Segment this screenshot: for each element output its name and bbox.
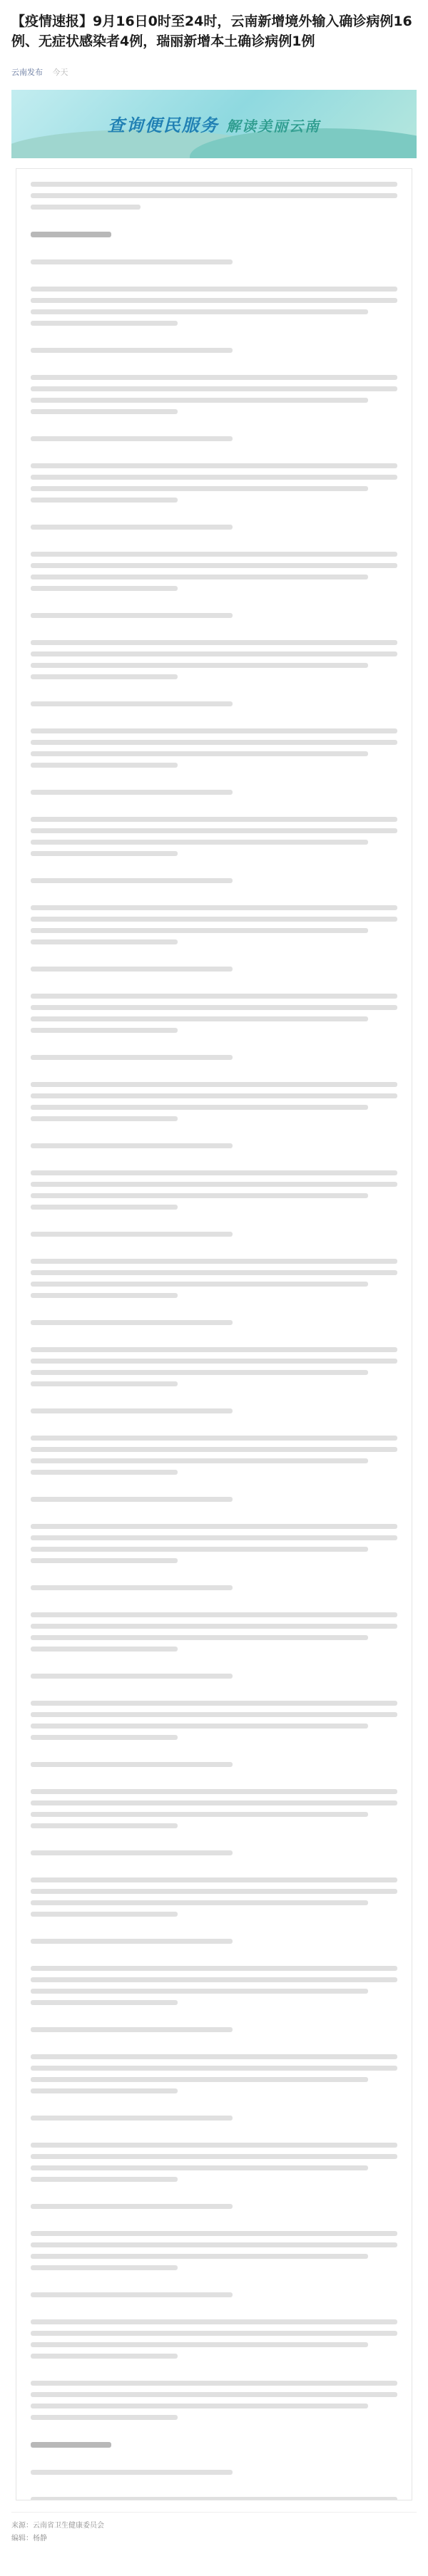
illegible-text-line [31, 1701, 397, 1706]
illegible-text-line [31, 640, 397, 645]
illegible-text-line [31, 1359, 397, 1364]
illegible-text-line [31, 1193, 368, 1198]
illegible-text-line [31, 1585, 233, 1590]
illegible-text-line [31, 2143, 397, 2148]
illegible-text-line [31, 1524, 397, 1529]
illegible-text-line [31, 2116, 233, 2121]
illegible-text-line [31, 1082, 397, 1087]
illegible-text-line [31, 1877, 397, 1882]
illegible-text-line [31, 2342, 368, 2347]
illegible-text-line [31, 2497, 397, 2500]
illegible-text-line [31, 967, 233, 972]
illegible-text-line [31, 1055, 233, 1060]
illegible-text-line [31, 498, 178, 503]
illegible-text-line [31, 701, 233, 706]
illegible-text-line [31, 994, 397, 999]
article-author-link[interactable]: 云南发布 [11, 68, 43, 77]
illegible-text-line [31, 386, 397, 391]
illegible-text-line [31, 1812, 368, 1817]
illegible-text-line [31, 1347, 397, 1352]
illegible-text-line [31, 1989, 368, 1994]
illegible-text-line [31, 2088, 178, 2093]
illegible-text-line [31, 840, 368, 845]
illegible-text-line [31, 2165, 368, 2170]
illegible-text-line [31, 613, 233, 618]
illegible-text-line [31, 1624, 397, 1629]
illegible-text-line [31, 1497, 233, 1502]
illegible-text-line [31, 1558, 178, 1563]
illegible-text-line [31, 1939, 233, 1944]
article-meta [11, 67, 68, 78]
illegible-text-line [31, 398, 368, 403]
illegible-text-line [31, 2066, 397, 2071]
illegible-text-line [31, 563, 397, 568]
illegible-text-line [31, 321, 178, 326]
illegible-text-line [31, 287, 397, 292]
illegible-text-line [31, 1762, 233, 1767]
illegible-text-line [31, 2254, 368, 2259]
illegible-text-line [31, 878, 233, 883]
illegible-text-line [31, 740, 397, 745]
illegible-text-line [31, 1105, 368, 1110]
illegible-text-line [31, 928, 368, 933]
illegible-text-line [31, 1436, 397, 1441]
illegible-text-line [31, 2292, 233, 2297]
banner-slogan-main: 查询便民服务 [107, 115, 219, 135]
illegible-text-line [31, 409, 178, 414]
illegible-text-line [31, 436, 233, 441]
illegible-section-heading [31, 232, 111, 237]
illegible-text-line [31, 375, 397, 380]
illegible-text-line [31, 552, 397, 557]
illegible-text-line [31, 939, 178, 944]
illegible-text-line [31, 828, 397, 833]
illegible-text-line [31, 2354, 178, 2359]
illegible-text-line [31, 1016, 368, 1021]
illegible-text-line [31, 2154, 397, 2159]
illegible-text-line [31, 2000, 178, 2005]
illegible-text-line [31, 2242, 397, 2247]
illegible-text-line [31, 182, 397, 187]
illegible-text-line [31, 2319, 397, 2324]
illegible-text-line [31, 1182, 397, 1187]
illegible-text-line [31, 1205, 178, 1210]
illegible-text-line [31, 1735, 178, 1740]
illegible-text-line [31, 2404, 368, 2408]
illegible-text-line [31, 1320, 233, 1325]
illegible-text-line [31, 1547, 368, 1552]
illegible-text-line [31, 1447, 397, 1452]
illegible-text-line [31, 674, 178, 679]
illegible-text-line [31, 1143, 233, 1148]
illegible-text-line [31, 463, 397, 468]
banner-slogan [11, 111, 417, 136]
illegible-text-line [31, 1674, 233, 1679]
illegible-text-line [31, 1005, 397, 1010]
article-body [16, 168, 412, 2500]
illegible-text-line [31, 1381, 178, 1386]
illegible-text-line [31, 1635, 368, 1640]
illegible-text-line [31, 1028, 178, 1033]
illegible-text-line [31, 905, 397, 910]
illegible-text-line [31, 486, 368, 491]
illegible-text-line [31, 1282, 368, 1287]
illegible-text-line [31, 1647, 178, 1652]
article-date: 今天 [52, 68, 68, 77]
illegible-text-line [31, 2392, 397, 2397]
illegible-text-line [31, 1850, 233, 1855]
illegible-text-line [31, 1900, 368, 1905]
illegible-text-line [31, 575, 368, 579]
illegible-text-line [31, 1535, 397, 1540]
illegible-text-line [31, 1370, 368, 1375]
illegible-text-line [31, 2054, 397, 2059]
illegible-text-line [31, 259, 233, 264]
illegible-section-heading [31, 2442, 111, 2448]
illegible-text-line [31, 2077, 368, 2082]
illegible-text-line [31, 1712, 397, 1717]
illegible-text-line [31, 2231, 397, 2236]
illegible-text-line [31, 2470, 233, 2475]
footer-source: 来源：云南省卫生健康委员会 [11, 2522, 104, 2530]
illegible-text-line [31, 1232, 233, 1237]
illegible-text-line [31, 193, 397, 198]
illegible-text-line [31, 2331, 397, 2336]
illegible-text-line [31, 663, 368, 668]
illegible-text-line [31, 1170, 397, 1175]
illegible-text-line [31, 1977, 397, 1982]
illegible-text-line [31, 1789, 397, 1794]
illegible-text-line [31, 1408, 233, 1413]
illegible-text-line [31, 1093, 397, 1098]
illegible-text-line [31, 298, 397, 303]
illegible-text-line [31, 2027, 233, 2032]
illegible-text-line [31, 475, 397, 480]
illegible-text-line [31, 728, 397, 733]
illegible-text-line [31, 1458, 368, 1463]
illegible-text-line [31, 851, 178, 856]
illegible-text-line [31, 1116, 178, 1121]
illegible-text-line [31, 751, 368, 756]
illegible-text-line [31, 651, 397, 656]
illegible-text-line [31, 1823, 178, 1828]
illegible-text-line [31, 817, 397, 822]
illegible-text-line [31, 348, 233, 353]
illegible-text-line [31, 1270, 397, 1275]
illegible-text-line [31, 1800, 397, 1805]
illegible-text-line [31, 309, 368, 314]
illegible-text-line [31, 2204, 233, 2209]
illegible-text-line [31, 2177, 178, 2182]
illegible-text-line [31, 1612, 397, 1617]
illegible-text-line [31, 2415, 178, 2420]
illegible-text-line [31, 1259, 397, 1264]
illegible-text-line [31, 1293, 178, 1298]
illegible-text-line [31, 1724, 368, 1729]
illegible-text-line [31, 1912, 178, 1917]
illegible-text-line [31, 2265, 178, 2270]
illegible-text-line [31, 790, 233, 795]
illegible-text-line [31, 525, 233, 530]
illegible-text-line [31, 205, 141, 210]
illegible-text-line [31, 1470, 178, 1475]
illegible-text-line [31, 1889, 397, 1894]
illegible-text-line [31, 763, 178, 768]
article-footer [11, 2512, 417, 2545]
footer-editor: 编辑：杨静 [11, 2535, 47, 2542]
banner-slogan-sub: 解读美丽云南 [226, 118, 321, 135]
illegible-text-line [31, 2381, 397, 2386]
banner-image [11, 90, 417, 158]
illegible-text-line [31, 917, 397, 922]
illegible-text-line [31, 1966, 397, 1971]
article-title: 【疫情速报】9月16日0时至24时，云南新增境外输入确诊病例16例、无症状感染者4例，瑞丽新增本土确诊病例1例 [11, 14, 412, 49]
illegible-text-line [31, 586, 178, 591]
